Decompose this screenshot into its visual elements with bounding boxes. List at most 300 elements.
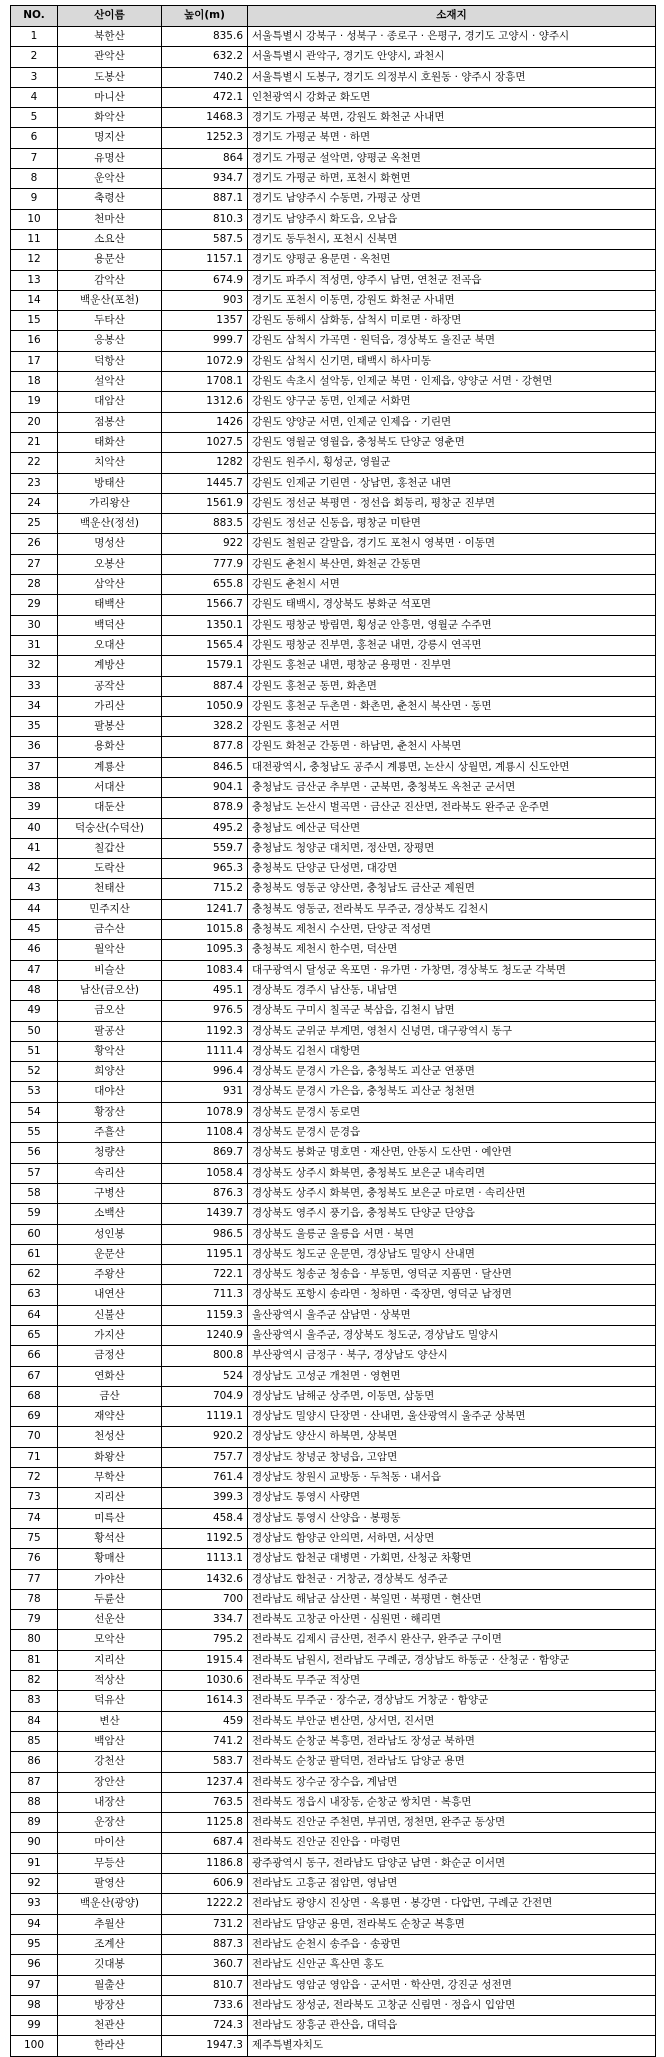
table-header	[11, 6, 656, 27]
cell-no: 76	[11, 1549, 58, 1569]
cell-mountain-name: 월악산	[58, 940, 162, 960]
cell-height: 800.8	[162, 1346, 248, 1366]
table-row	[11, 1386, 656, 1406]
table-row	[11, 777, 656, 797]
table-row	[11, 1589, 656, 1609]
cell-location: 강원도 홍천군 내면, 평창군 용평면 · 진부면	[248, 656, 656, 676]
table-row	[11, 1671, 656, 1691]
cell-location: 전라남도 영암군 영암읍 · 군서면 · 학산면, 강진군 성전면	[248, 1975, 656, 1995]
cell-mountain-name: 서대산	[58, 777, 162, 797]
cell-location: 경상북도 울릉군 울릉읍 서면 · 북면	[248, 1224, 656, 1244]
cell-location: 경기도 포천시 이동면, 강원도 화천군 사내면	[248, 290, 656, 310]
cell-mountain-name: 황석산	[58, 1528, 162, 1548]
cell-height: 869.7	[162, 1143, 248, 1163]
cell-location: 전라북도 정읍시 내장동, 순창군 쌍치면 · 복흥면	[248, 1792, 656, 1812]
cell-height: 1565.4	[162, 635, 248, 655]
cell-height: 1357	[162, 311, 248, 331]
table-row	[11, 1955, 656, 1975]
cell-no: 22	[11, 453, 58, 473]
table-row	[11, 331, 656, 351]
cell-height: 920.2	[162, 1427, 248, 1447]
cell-no: 34	[11, 696, 58, 716]
cell-mountain-name: 재약산	[58, 1407, 162, 1427]
cell-mountain-name: 소요산	[58, 229, 162, 249]
table-row	[11, 575, 656, 595]
table-row	[11, 1691, 656, 1711]
cell-location: 경상남도 합천군 · 거창군, 경상북도 성주군	[248, 1569, 656, 1589]
cell-mountain-name: 덕숭산(수덕산)	[58, 818, 162, 838]
cell-height: 1708.1	[162, 372, 248, 392]
cell-height: 495.1	[162, 980, 248, 1000]
cell-no: 83	[11, 1691, 58, 1711]
cell-height: 399.3	[162, 1488, 248, 1508]
cell-height: 1468.3	[162, 108, 248, 128]
cell-no: 98	[11, 1995, 58, 2015]
cell-no: 95	[11, 1934, 58, 1954]
table-row	[11, 1610, 656, 1630]
cell-height: 360.7	[162, 1955, 248, 1975]
cell-height: 904.1	[162, 777, 248, 797]
cell-height: 1113.1	[162, 1549, 248, 1569]
table-row	[11, 656, 656, 676]
table-row	[11, 1021, 656, 1041]
table-row	[11, 1508, 656, 1528]
cell-location: 충청북도 제천시 한수면, 덕산면	[248, 940, 656, 960]
table-row	[11, 1853, 656, 1873]
cell-no: 21	[11, 432, 58, 452]
table-row	[11, 1894, 656, 1914]
table-row	[11, 1934, 656, 1954]
table-row	[11, 493, 656, 513]
cell-no: 93	[11, 1894, 58, 1914]
table-row	[11, 534, 656, 554]
cell-no: 44	[11, 899, 58, 919]
cell-height: 810.3	[162, 209, 248, 229]
cell-no: 49	[11, 1001, 58, 1021]
cell-height: 1072.9	[162, 351, 248, 371]
cell-mountain-name: 두타산	[58, 311, 162, 331]
cell-no: 29	[11, 595, 58, 615]
table-row	[11, 1265, 656, 1285]
cell-no: 100	[11, 2036, 58, 2056]
cell-location: 강원도 삼척시 신기면, 태백시 하사미동	[248, 351, 656, 371]
cell-height: 1050.9	[162, 696, 248, 716]
table-row	[11, 615, 656, 635]
cell-mountain-name: 성인봉	[58, 1224, 162, 1244]
table-row	[11, 27, 656, 47]
cell-location: 경상남도 고성군 개천면 · 영현면	[248, 1366, 656, 1386]
cell-mountain-name: 조계산	[58, 1934, 162, 1954]
cell-height: 761.4	[162, 1468, 248, 1488]
cell-no: 63	[11, 1285, 58, 1305]
cell-no: 30	[11, 615, 58, 635]
cell-location: 전라북도 김제시 금산면, 전주시 완산구, 완주군 구이면	[248, 1630, 656, 1650]
cell-no: 88	[11, 1792, 58, 1812]
cell-height: 715.2	[162, 879, 248, 899]
table-row	[11, 1650, 656, 1670]
cell-mountain-name: 운악산	[58, 169, 162, 189]
cell-mountain-name: 황매산	[58, 1549, 162, 1569]
cell-no: 33	[11, 676, 58, 696]
cell-no: 11	[11, 229, 58, 249]
cell-mountain-name: 태화산	[58, 432, 162, 452]
cell-mountain-name: 마니산	[58, 87, 162, 107]
cell-location: 대전광역시, 충청남도 공주시 계룡면, 논산시 상월면, 계룡시 신도안면	[248, 757, 656, 777]
cell-height: 877.8	[162, 737, 248, 757]
table-row	[11, 554, 656, 574]
cell-height: 1439.7	[162, 1204, 248, 1224]
cell-location: 경상북도 김천시 대항면	[248, 1041, 656, 1061]
table-row	[11, 1792, 656, 1812]
table-row	[11, 2016, 656, 2036]
table-row	[11, 920, 656, 940]
cell-height: 996.4	[162, 1062, 248, 1082]
cell-no: 42	[11, 859, 58, 879]
table-row	[11, 1468, 656, 1488]
cell-location: 강원도 삼척시 가곡면 · 원덕읍, 경상북도 울진군 북면	[248, 331, 656, 351]
cell-mountain-name: 내장산	[58, 1792, 162, 1812]
cell-location: 경기도 파주시 적성면, 양주시 남면, 연천군 전곡읍	[248, 270, 656, 290]
cell-location: 충청남도 예산군 덕산면	[248, 818, 656, 838]
cell-height: 1426	[162, 412, 248, 432]
table-row	[11, 960, 656, 980]
table-row	[11, 270, 656, 290]
cell-mountain-name: 황악산	[58, 1041, 162, 1061]
table-row	[11, 1549, 656, 1569]
table-row	[11, 1366, 656, 1386]
cell-no: 46	[11, 940, 58, 960]
cell-height: 1614.3	[162, 1691, 248, 1711]
cell-no: 2	[11, 47, 58, 67]
cell-no: 38	[11, 777, 58, 797]
cell-mountain-name: 미륵산	[58, 1508, 162, 1528]
cell-height: 986.5	[162, 1224, 248, 1244]
cell-height: 1157.1	[162, 250, 248, 270]
table-row	[11, 1123, 656, 1143]
cell-no: 82	[11, 1671, 58, 1691]
cell-mountain-name: 태백산	[58, 595, 162, 615]
cell-no: 24	[11, 493, 58, 513]
cell-mountain-name: 마이산	[58, 1833, 162, 1853]
table-row	[11, 1224, 656, 1244]
cell-height: 1095.3	[162, 940, 248, 960]
cell-mountain-name: 금수산	[58, 920, 162, 940]
cell-mountain-name: 황장산	[58, 1102, 162, 1122]
cell-no: 61	[11, 1244, 58, 1264]
header-location: 소재지	[248, 6, 656, 27]
cell-no: 37	[11, 757, 58, 777]
cell-height: 1561.9	[162, 493, 248, 513]
cell-location: 경기도 동두천시, 포천시 신북면	[248, 229, 656, 249]
cell-no: 62	[11, 1265, 58, 1285]
cell-height: 687.4	[162, 1833, 248, 1853]
cell-location: 울산광역시 울주군 삼남면 · 상북면	[248, 1305, 656, 1325]
cell-location: 강원도 정선군 북평면 · 정선읍 회동리, 평창군 진부면	[248, 493, 656, 513]
cell-no: 28	[11, 575, 58, 595]
cell-height: 876.3	[162, 1183, 248, 1203]
cell-height: 1083.4	[162, 960, 248, 980]
cell-mountain-name: 내연산	[58, 1285, 162, 1305]
cell-mountain-name: 소백산	[58, 1204, 162, 1224]
cell-height: 1252.3	[162, 128, 248, 148]
cell-height: 606.9	[162, 1874, 248, 1894]
cell-height: 795.2	[162, 1630, 248, 1650]
cell-height: 1240.9	[162, 1326, 248, 1346]
cell-mountain-name: 가야산	[58, 1569, 162, 1589]
cell-no: 57	[11, 1163, 58, 1183]
cell-height: 1186.8	[162, 1853, 248, 1873]
cell-location: 경상남도 통영시 사량면	[248, 1488, 656, 1508]
table-row	[11, 1528, 656, 1548]
table-row	[11, 980, 656, 1000]
cell-location: 경기도 가평군 하면, 포천시 화현면	[248, 169, 656, 189]
mountain-table-container	[10, 5, 655, 2057]
cell-no: 27	[11, 554, 58, 574]
cell-location: 울산광역시 울주군, 경상북도 청도군, 경상남도 밀양시	[248, 1326, 656, 1346]
cell-location: 경상북도 청도군 운문면, 경상남도 밀양시 산내면	[248, 1244, 656, 1264]
cell-no: 67	[11, 1366, 58, 1386]
cell-height: 559.7	[162, 838, 248, 858]
cell-mountain-name: 금오산	[58, 1001, 162, 1021]
cell-mountain-name: 계룡산	[58, 757, 162, 777]
table-row	[11, 67, 656, 87]
cell-height: 1159.3	[162, 1305, 248, 1325]
cell-no: 91	[11, 1853, 58, 1873]
cell-height: 757.7	[162, 1447, 248, 1467]
table-row	[11, 290, 656, 310]
table-row	[11, 473, 656, 493]
cell-location: 강원도 인제군 기린면 · 상남면, 홍천군 내면	[248, 473, 656, 493]
cell-no: 51	[11, 1041, 58, 1061]
table-row	[11, 838, 656, 858]
cell-mountain-name: 금산	[58, 1386, 162, 1406]
cell-no: 53	[11, 1082, 58, 1102]
cell-no: 68	[11, 1386, 58, 1406]
cell-no: 64	[11, 1305, 58, 1325]
cell-location: 경상북도 영주시 풍기읍, 충청북도 단양군 단양읍	[248, 1204, 656, 1224]
cell-mountain-name: 설악산	[58, 372, 162, 392]
cell-mountain-name: 월출산	[58, 1975, 162, 1995]
cell-mountain-name: 속리산	[58, 1163, 162, 1183]
cell-location: 전라북도 순창군 팔덕면, 전라남도 담양군 용면	[248, 1752, 656, 1772]
cell-location: 전라북도 진안군 주천면, 부귀면, 정천면, 완주군 동상면	[248, 1813, 656, 1833]
cell-height: 1015.8	[162, 920, 248, 940]
cell-location: 강원도 원주시, 횡성군, 영월군	[248, 453, 656, 473]
cell-no: 45	[11, 920, 58, 940]
cell-location: 부산광역시 금정구 · 북구, 경상남도 양산시	[248, 1346, 656, 1366]
cell-mountain-name: 천관산	[58, 2016, 162, 2036]
cell-height: 1108.4	[162, 1123, 248, 1143]
cell-mountain-name: 장안산	[58, 1772, 162, 1792]
table-row	[11, 717, 656, 737]
cell-no: 6	[11, 128, 58, 148]
cell-no: 32	[11, 656, 58, 676]
cell-height: 1350.1	[162, 615, 248, 635]
cell-height: 777.9	[162, 554, 248, 574]
cell-height: 458.4	[162, 1508, 248, 1528]
cell-no: 84	[11, 1711, 58, 1731]
cell-mountain-name: 추월산	[58, 1914, 162, 1934]
cell-location: 전라남도 고흥군 점암면, 영남면	[248, 1874, 656, 1894]
table-row	[11, 169, 656, 189]
cell-height: 731.2	[162, 1914, 248, 1934]
cell-no: 59	[11, 1204, 58, 1224]
cell-location: 충청북도 영동군, 전라북도 무주군, 경상북도 김천시	[248, 899, 656, 919]
cell-height: 1241.7	[162, 899, 248, 919]
cell-no: 69	[11, 1407, 58, 1427]
table-row	[11, 412, 656, 432]
cell-location: 경기도 가평군 북면 · 하면	[248, 128, 656, 148]
table-row	[11, 128, 656, 148]
cell-no: 17	[11, 351, 58, 371]
cell-no: 87	[11, 1772, 58, 1792]
cell-mountain-name: 팔봉산	[58, 717, 162, 737]
cell-no: 50	[11, 1021, 58, 1041]
table-row	[11, 1752, 656, 1772]
cell-no: 85	[11, 1731, 58, 1751]
cell-height: 999.7	[162, 331, 248, 351]
cell-location: 경기도 가평군 설악면, 양평군 옥천면	[248, 148, 656, 168]
cell-location: 경상북도 문경시 가은읍, 충청북도 괴산군 청천면	[248, 1082, 656, 1102]
table-row	[11, 1995, 656, 2015]
cell-no: 5	[11, 108, 58, 128]
cell-height: 1111.4	[162, 1041, 248, 1061]
cell-no: 36	[11, 737, 58, 757]
cell-no: 9	[11, 189, 58, 209]
header-row	[11, 6, 656, 27]
table-row	[11, 1001, 656, 1021]
cell-mountain-name: 백운산(광양)	[58, 1894, 162, 1914]
cell-height: 835.6	[162, 27, 248, 47]
cell-height: 934.7	[162, 169, 248, 189]
cell-mountain-name: 천마산	[58, 209, 162, 229]
cell-mountain-name: 점봉산	[58, 412, 162, 432]
cell-no: 12	[11, 250, 58, 270]
cell-height: 334.7	[162, 1610, 248, 1630]
table-row	[11, 432, 656, 452]
cell-location: 전라북도 무주군 · 장수군, 경상남도 거창군 · 함양군	[248, 1691, 656, 1711]
table-row	[11, 798, 656, 818]
table-row	[11, 392, 656, 412]
cell-location: 강원도 영월군 영월읍, 충청북도 단양군 영춘면	[248, 432, 656, 452]
cell-mountain-name: 운장산	[58, 1813, 162, 1833]
cell-height: 763.5	[162, 1792, 248, 1812]
cell-location: 경상북도 포항시 송라면 · 청하면 · 죽장면, 영덕군 남정면	[248, 1285, 656, 1305]
cell-mountain-name: 방태산	[58, 473, 162, 493]
table-row	[11, 250, 656, 270]
table-row	[11, 899, 656, 919]
cell-height: 887.4	[162, 676, 248, 696]
table-row	[11, 2036, 656, 2056]
table-row	[11, 1407, 656, 1427]
cell-mountain-name: 선운산	[58, 1610, 162, 1630]
table-row	[11, 1731, 656, 1751]
cell-no: 4	[11, 87, 58, 107]
cell-no: 13	[11, 270, 58, 290]
cell-location: 경상북도 문경시 문경읍	[248, 1123, 656, 1143]
cell-location: 충청북도 단양군 단성면, 대강면	[248, 859, 656, 879]
cell-location: 서울특별시 관악구, 경기도 안양시, 과천시	[248, 47, 656, 67]
cell-mountain-name: 도락산	[58, 859, 162, 879]
cell-mountain-name: 천성산	[58, 1427, 162, 1447]
cell-height: 922	[162, 534, 248, 554]
cell-location: 충청남도 청양군 대치면, 정산면, 장평면	[248, 838, 656, 858]
cell-location: 경기도 남양주시 화도읍, 오남읍	[248, 209, 656, 229]
table-row	[11, 514, 656, 534]
cell-location: 경상남도 창녕군 창녕읍, 고암면	[248, 1447, 656, 1467]
table-row	[11, 1975, 656, 1995]
cell-height: 1237.4	[162, 1772, 248, 1792]
cell-location: 경상남도 남해군 상주면, 이동면, 삼동면	[248, 1386, 656, 1406]
table-row	[11, 676, 656, 696]
cell-height: 1282	[162, 453, 248, 473]
table-row	[11, 1813, 656, 1833]
table-row	[11, 1062, 656, 1082]
cell-mountain-name: 계방산	[58, 656, 162, 676]
table-row	[11, 1488, 656, 1508]
cell-mountain-name: 팔공산	[58, 1021, 162, 1041]
cell-height: 976.5	[162, 1001, 248, 1021]
cell-mountain-name: 백덕산	[58, 615, 162, 635]
cell-location: 강원도 동해시 삼화동, 삼척시 미로면 · 하장면	[248, 311, 656, 331]
cell-location: 강원도 홍천군 동면, 화촌면	[248, 676, 656, 696]
cell-no: 52	[11, 1062, 58, 1082]
table-row	[11, 1285, 656, 1305]
cell-location: 전라북도 무주군 적상면	[248, 1671, 656, 1691]
cell-no: 14	[11, 290, 58, 310]
cell-location: 전라북도 진안군 진안읍 · 마령면	[248, 1833, 656, 1853]
cell-mountain-name: 삼악산	[58, 575, 162, 595]
cell-height: 495.2	[162, 818, 248, 838]
table-row	[11, 1305, 656, 1325]
cell-location: 강원도 정선군 신동읍, 평창군 미탄면	[248, 514, 656, 534]
cell-height: 810.7	[162, 1975, 248, 1995]
table-row	[11, 108, 656, 128]
cell-location: 전라남도 장성군, 전라북도 고창군 신림면 · 정읍시 입암면	[248, 1995, 656, 2015]
table-row	[11, 1772, 656, 1792]
cell-height: 1119.1	[162, 1407, 248, 1427]
cell-location: 전라남도 순천시 송주읍 · 송광면	[248, 1934, 656, 1954]
cell-no: 35	[11, 717, 58, 737]
header-no: NO.	[11, 6, 58, 27]
cell-mountain-name: 운문산	[58, 1244, 162, 1264]
cell-location: 전라북도 남원시, 전라남도 구례군, 경상남도 하동군 · 산청군 · 함양군	[248, 1650, 656, 1670]
cell-no: 89	[11, 1813, 58, 1833]
cell-mountain-name: 무등산	[58, 1853, 162, 1873]
table-row	[11, 1163, 656, 1183]
header-name: 산이름	[58, 6, 162, 27]
cell-height: 931	[162, 1082, 248, 1102]
cell-no: 7	[11, 148, 58, 168]
cell-mountain-name: 강천산	[58, 1752, 162, 1772]
cell-no: 97	[11, 1975, 58, 1995]
table-row	[11, 1833, 656, 1853]
cell-mountain-name: 공작산	[58, 676, 162, 696]
table-row	[11, 696, 656, 716]
table-row	[11, 1914, 656, 1934]
cell-no: 10	[11, 209, 58, 229]
table-row	[11, 209, 656, 229]
cell-mountain-name: 변산	[58, 1711, 162, 1731]
cell-no: 3	[11, 67, 58, 87]
table-row	[11, 311, 656, 331]
cell-no: 40	[11, 818, 58, 838]
table-row	[11, 879, 656, 899]
cell-no: 20	[11, 412, 58, 432]
table-row	[11, 229, 656, 249]
cell-location: 전라북도 순창군 복흥면, 전라남도 장성군 북하면	[248, 1731, 656, 1751]
cell-location: 전라남도 장흥군 관산읍, 대덕읍	[248, 2016, 656, 2036]
